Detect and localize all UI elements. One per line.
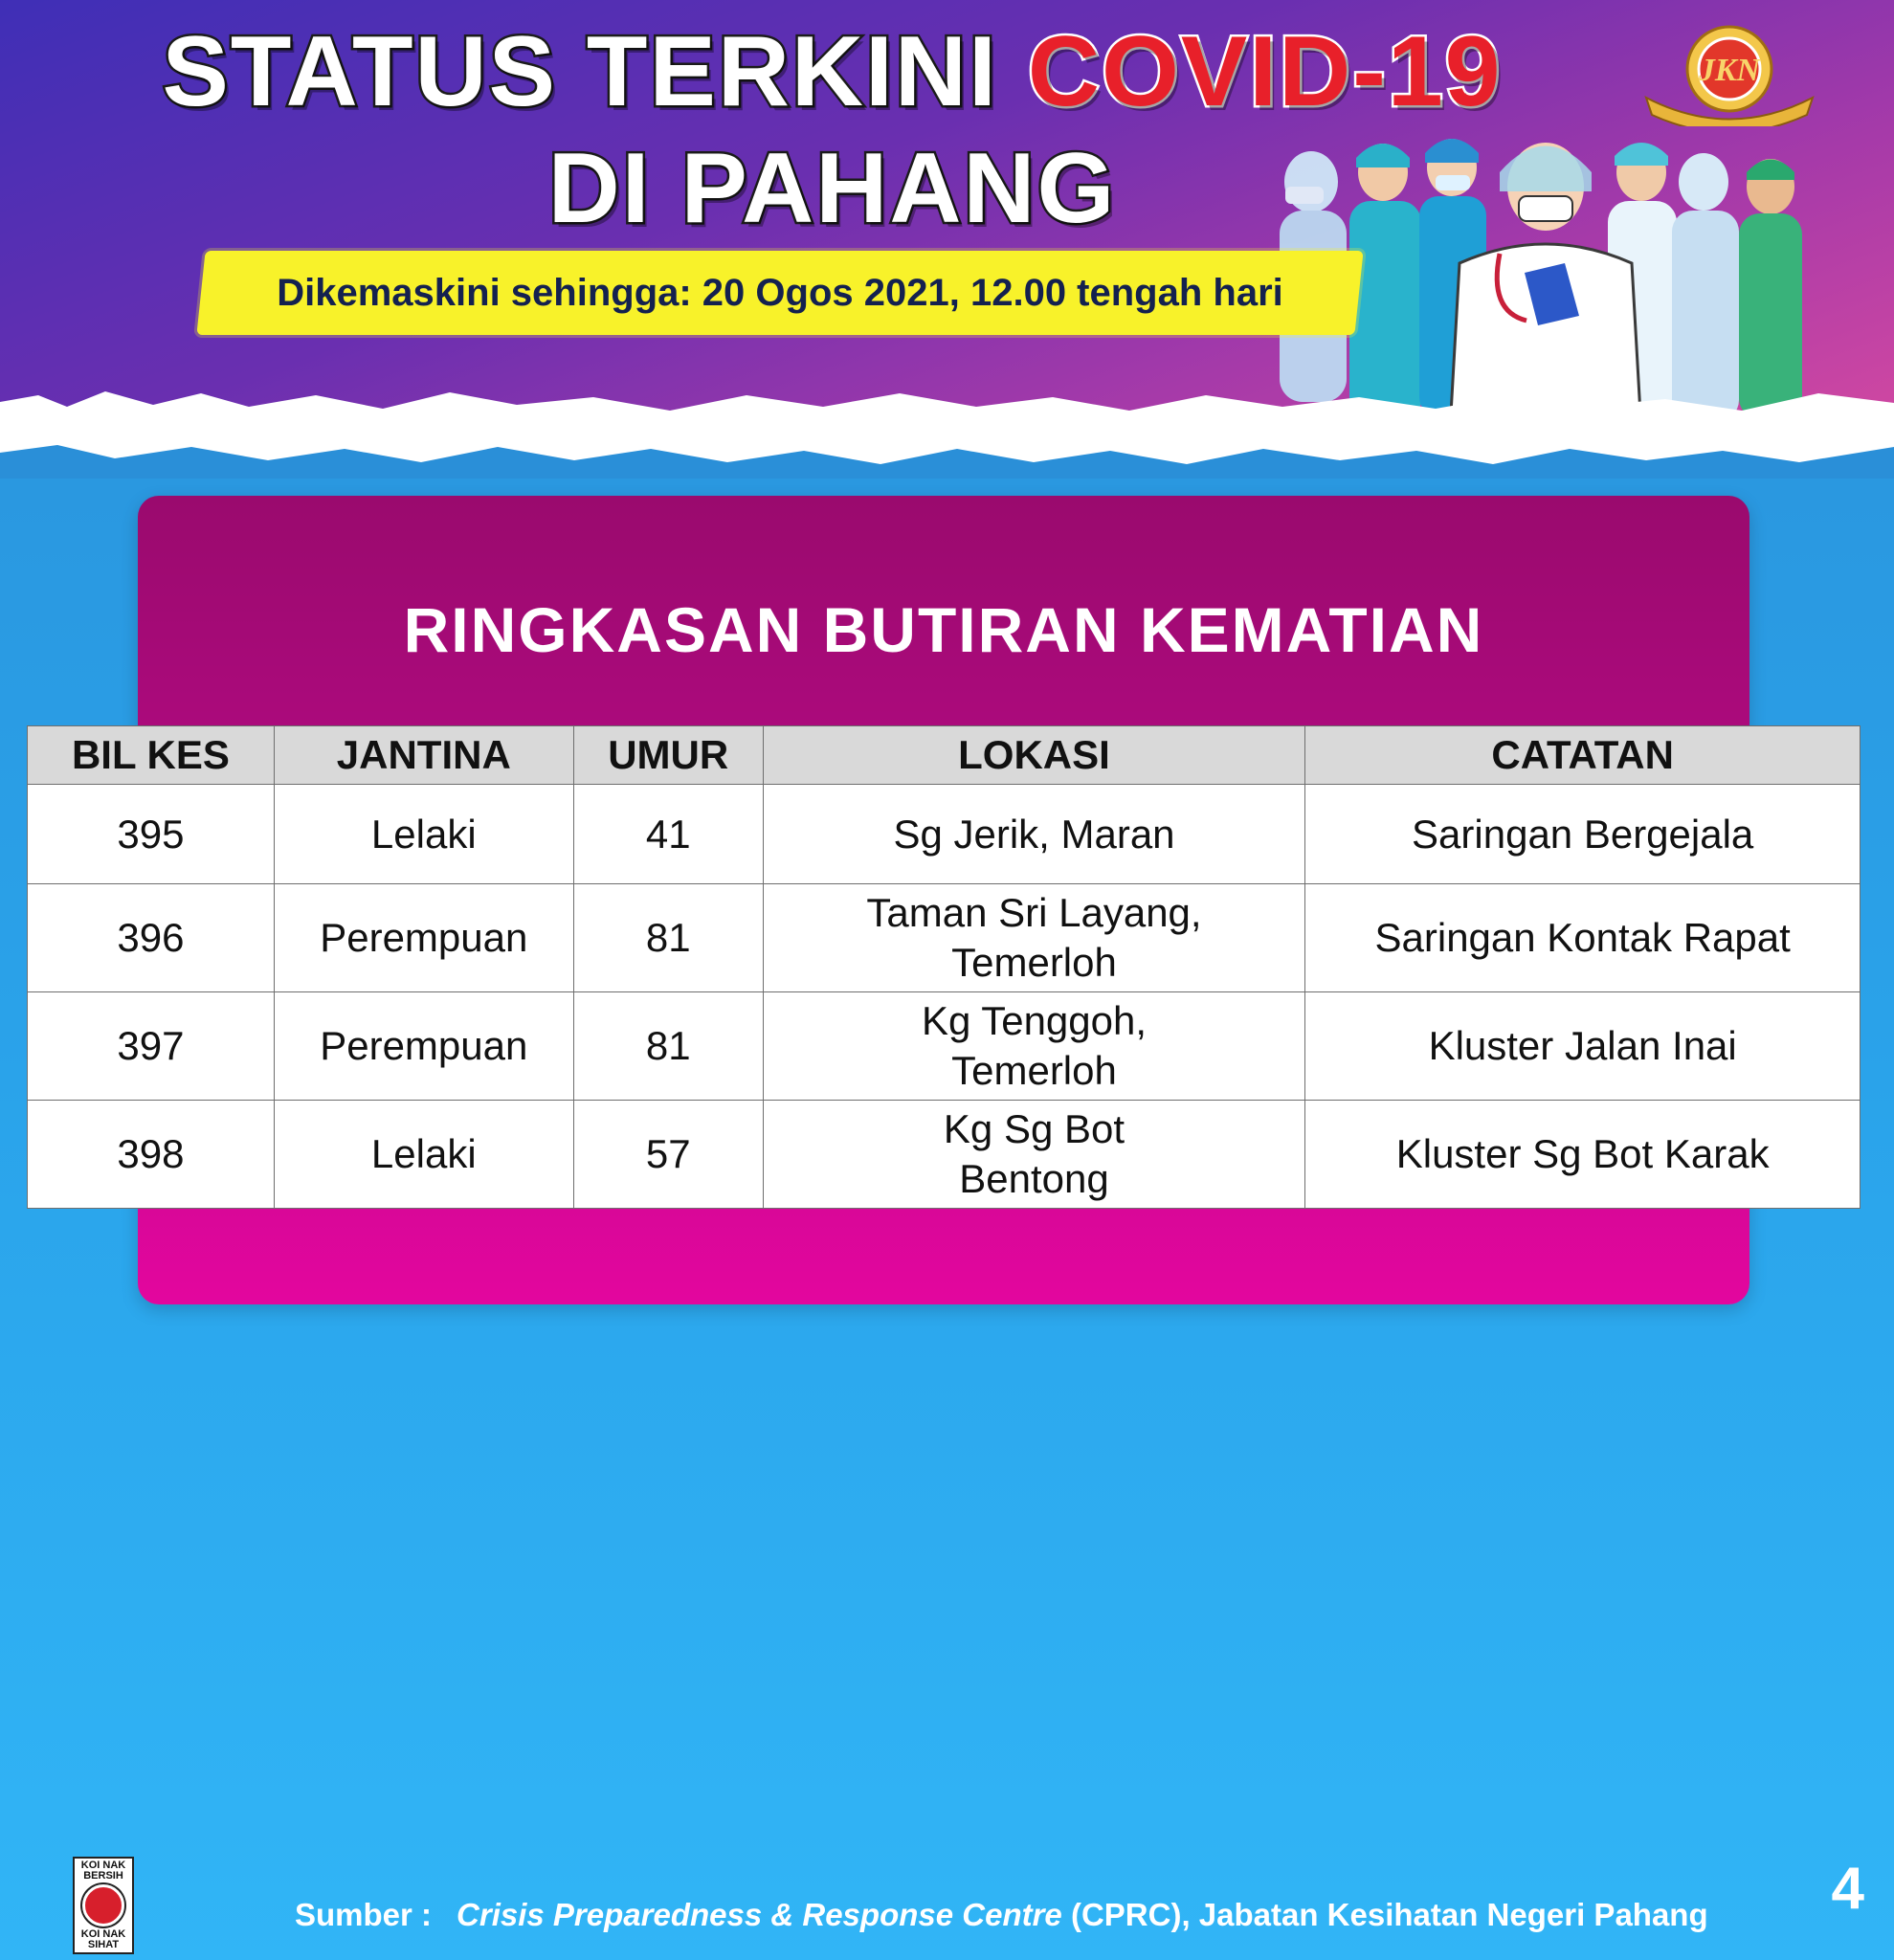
table-row [28,785,1861,884]
updated-timestamp: Dikemaskini sehingga: 20 Ogos 2021, 12.00 tengah hari [277,271,1283,314]
cell-catatan: Kluster Sg Bot Karak [1305,1101,1861,1209]
koi-nak-sihat-logo-icon [73,1857,134,1954]
panel-title: RINGKASAN BUTIRAN KEMATIAN [403,594,1484,665]
cell-lokasi [763,884,1305,992]
header-jantina: JANTINA [274,726,573,785]
cell-umur: 81 [573,992,763,1101]
table-row [28,884,1861,992]
source-label: Sumber : [295,1897,433,1932]
cell-umur: 81 [573,884,763,992]
cell-umur: 57 [573,1101,763,1209]
cell-catatan: Kluster Jalan Inai [1305,992,1861,1101]
cell-bil-kes: 398 [28,1101,275,1209]
lokasi-line-1: Sg Jerik, Maran [893,811,1175,857]
jkn-logo-text: JKN [1698,53,1761,88]
cell-catatan: Saringan Kontak Rapat [1305,884,1861,992]
lokasi-line-1: Kg Sg Bot [943,1106,1125,1151]
heart-icon [82,1884,124,1927]
torn-paper-divider [0,378,1894,479]
death-details-table [27,725,1861,1209]
table-row [28,992,1861,1101]
header-banner [0,0,1894,479]
cell-bil-kes: 396 [28,884,275,992]
cell-lokasi [763,992,1305,1101]
header-bil-kes: BIL KES [28,726,275,785]
cell-bil-kes: 395 [28,785,275,884]
cell-umur: 41 [573,785,763,884]
main-title [0,15,1779,129]
cell-lokasi [763,785,1305,884]
lokasi-line-1: Kg Tenggoh, [921,998,1148,1043]
lokasi-line-2: Temerloh [951,940,1117,985]
title-line-2 [0,132,1779,246]
header-umur: UMUR [573,726,763,785]
lokasi-line-2: Temerloh [951,1048,1117,1093]
title-part-1: STATUS TERKINI [162,16,998,127]
source-org-rest: (CPRC), Jabatan Kesihatan Negeri Pahang [1061,1897,1708,1932]
cell-jantina: Perempuan [274,884,573,992]
cell-bil-kes: 397 [28,992,275,1101]
cell-jantina: Lelaki [274,785,573,884]
page-number: 4 [1831,1856,1864,1922]
title-covid: COVID-19 [1027,16,1503,127]
logo-top-text: KOI NAK BERSIH [80,1860,126,1882]
lokasi-line-2: Bentong [959,1156,1109,1201]
source-credit [295,1897,1708,1939]
logo-bottom-text: KOI NAK SIHAT [80,1928,126,1950]
source-org-italic: Crisis Preparedness & Response Centre [457,1897,1062,1932]
title-location: DI PAHANG [547,133,1117,244]
table-header-row [28,726,1861,785]
lokasi-line-1: Taman Sri Layang, [866,890,1202,935]
cell-jantina: Perempuan [274,992,573,1101]
cell-lokasi [763,1101,1305,1209]
cell-jantina: Lelaki [274,1101,573,1209]
table-row [28,1101,1861,1209]
header-catatan: CATATAN [1305,726,1861,785]
header-lokasi: LOKASI [763,726,1305,785]
cell-catatan: Saringan Bergejala [1305,785,1861,884]
